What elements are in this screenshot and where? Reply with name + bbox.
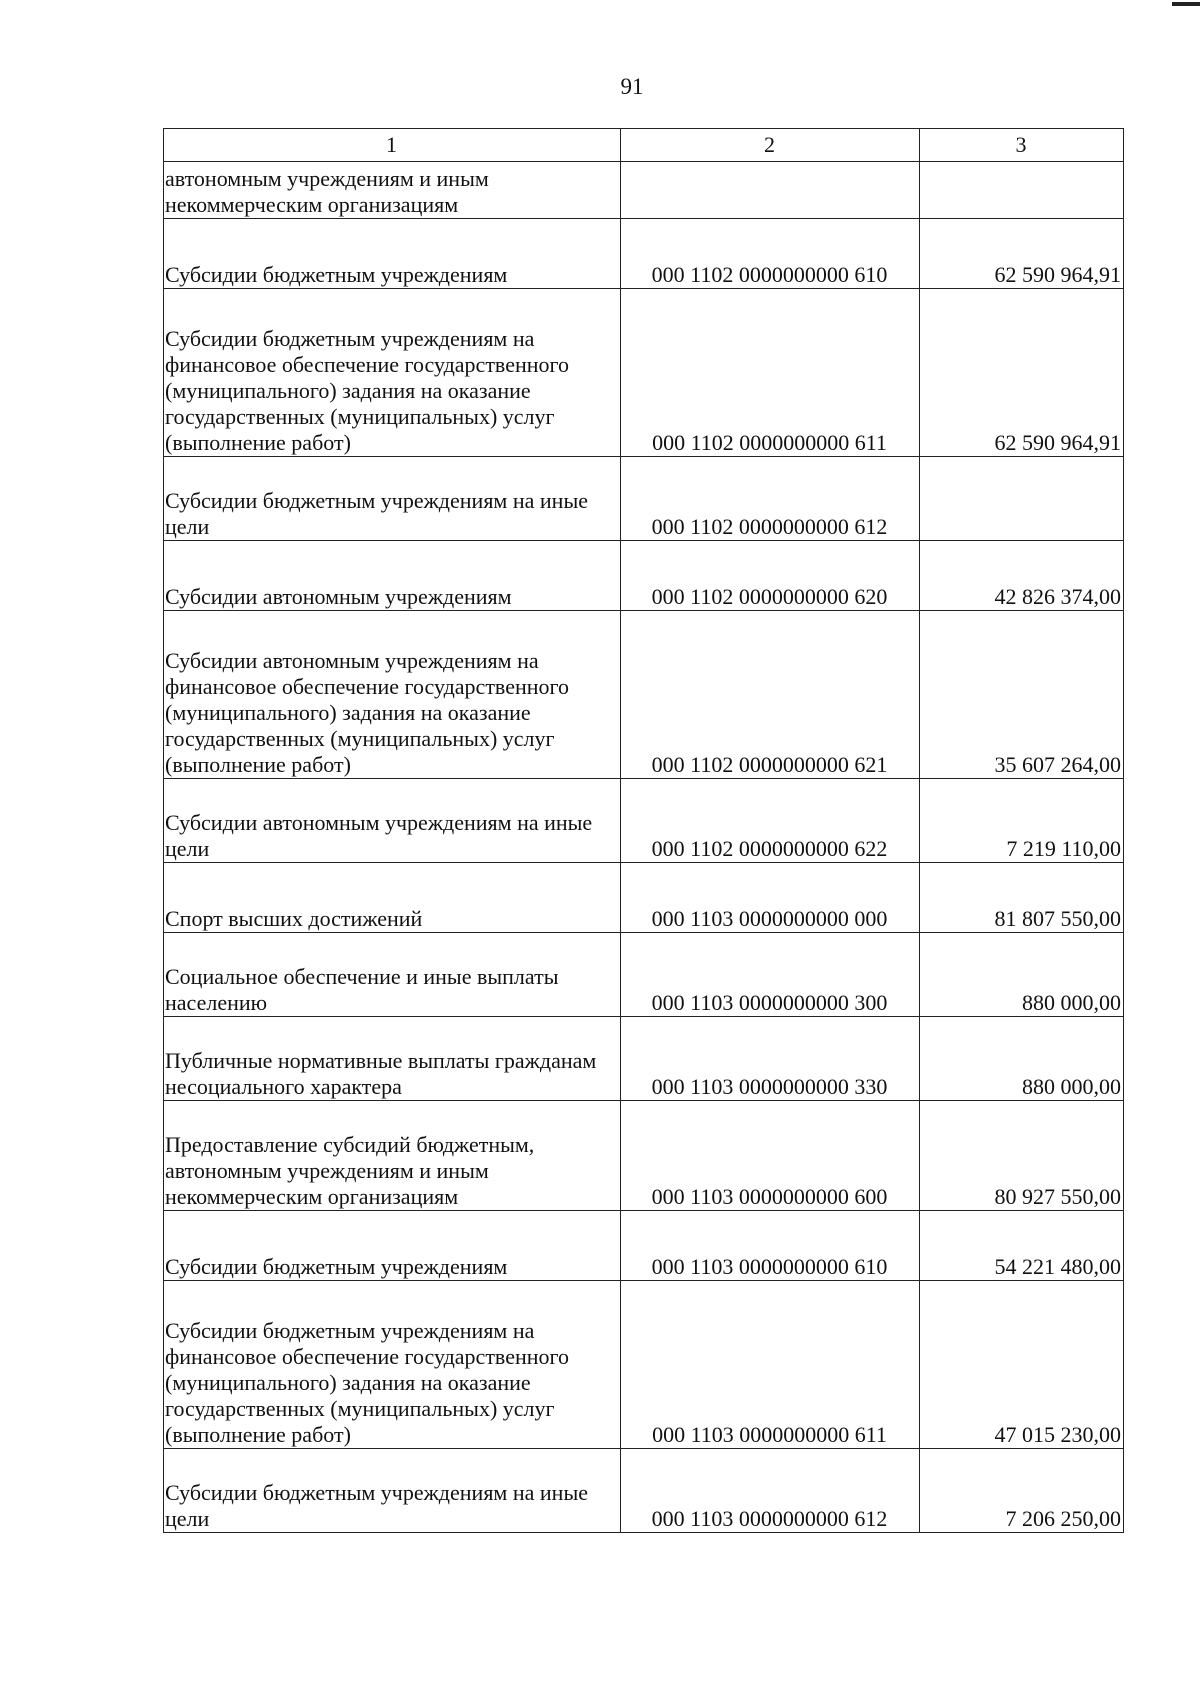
row-amount: 81 807 550,00 (920, 863, 1124, 933)
table-row (164, 289, 1124, 457)
row-code: 000 1102 0000000000 622 (621, 779, 920, 863)
table-header-row (164, 129, 1124, 162)
row-code: 000 1102 0000000000 610 (621, 219, 920, 289)
row-name: Социальное обеспечение и иные выплаты населению (164, 933, 621, 1017)
row-code: 000 1103 0000000000 300 (621, 933, 920, 1017)
scan-corner-mark (1172, 2, 1200, 6)
row-amount: 80 927 550,00 (920, 1101, 1124, 1211)
table-row (164, 611, 1124, 779)
table-row (164, 1211, 1124, 1281)
row-amount (920, 162, 1124, 219)
table-row (164, 162, 1124, 219)
column-header-1: 1 (164, 129, 621, 162)
table-row (164, 863, 1124, 933)
row-code: 000 1102 0000000000 611 (621, 289, 920, 457)
table-row (164, 779, 1124, 863)
row-name: Субсидии автономным учреждениям (164, 541, 621, 611)
row-name: Субсидии бюджетным учреждениям на иные цели (164, 1449, 621, 1533)
row-code: 000 1103 0000000000 610 (621, 1211, 920, 1281)
row-name: Спорт высших достижений (164, 863, 621, 933)
row-name: Публичные нормативные выплаты гражданам несоциального характера (164, 1017, 621, 1101)
row-name: Субсидии автономным учреждениям на финансовое обеспечение государственного (муниципального) задания на оказание государственных (муниципальных) услуг (выполнение работ) (164, 611, 621, 779)
budget-table (163, 128, 1124, 1533)
row-amount: 54 221 480,00 (920, 1211, 1124, 1281)
row-amount: 47 015 230,00 (920, 1281, 1124, 1449)
row-code (621, 162, 920, 219)
table-row (164, 457, 1124, 541)
column-header-3: 3 (920, 129, 1124, 162)
row-amount: 35 607 264,00 (920, 611, 1124, 779)
row-amount: 62 590 964,91 (920, 289, 1124, 457)
row-code: 000 1103 0000000000 330 (621, 1017, 920, 1101)
row-code: 000 1103 0000000000 612 (621, 1449, 920, 1533)
row-code: 000 1102 0000000000 620 (621, 541, 920, 611)
row-amount: 62 590 964,91 (920, 219, 1124, 289)
row-amount: 880 000,00 (920, 1017, 1124, 1101)
row-name: Субсидии бюджетным учреждениям (164, 1211, 621, 1281)
table-row (164, 1017, 1124, 1101)
row-code: 000 1102 0000000000 612 (621, 457, 920, 541)
column-header-2: 2 (621, 129, 920, 162)
row-amount: 7 206 250,00 (920, 1449, 1124, 1533)
row-name: Субсидии бюджетным учреждениям (164, 219, 621, 289)
row-name: Субсидии автономным учреждениям на иные цели (164, 779, 621, 863)
table-row (164, 219, 1124, 289)
table-row (164, 1101, 1124, 1211)
row-name: Предоставление субсидий бюджетным, автономным учреждениям и иным некоммерческим организациям (164, 1101, 621, 1211)
row-name: автономным учреждениям и иным некоммерческим организациям (164, 162, 621, 219)
row-amount: 7 219 110,00 (920, 779, 1124, 863)
page-number: 91 (620, 74, 644, 99)
row-code: 000 1102 0000000000 621 (621, 611, 920, 779)
row-name: Субсидии бюджетным учреждениям на финансовое обеспечение государственного (муниципального) задания на оказание государственных (муниципальных) услуг (выполнение работ) (164, 1281, 621, 1449)
table-row (164, 541, 1124, 611)
row-code: 000 1103 0000000000 000 (621, 863, 920, 933)
row-amount: 880 000,00 (920, 933, 1124, 1017)
row-name: Субсидии бюджетным учреждениям на финансовое обеспечение государственного (муниципального) задания на оказание государственных (муниципальных) услуг (выполнение работ) (164, 289, 621, 457)
row-code: 000 1103 0000000000 611 (621, 1281, 920, 1449)
table-row (164, 933, 1124, 1017)
row-code: 000 1103 0000000000 600 (621, 1101, 920, 1211)
table-row (164, 1449, 1124, 1533)
row-name: Субсидии бюджетным учреждениям на иные цели (164, 457, 621, 541)
table-row (164, 1281, 1124, 1449)
row-amount: 42 826 374,00 (920, 541, 1124, 611)
row-amount (920, 457, 1124, 541)
